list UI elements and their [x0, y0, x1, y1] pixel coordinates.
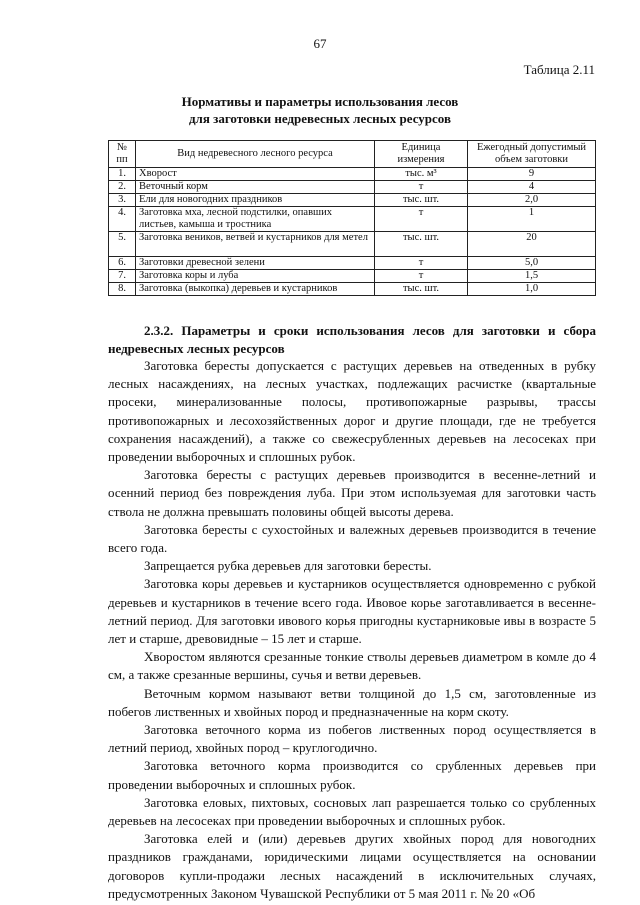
cell-name: Заготовка мха, лесной подстилки, опавших листьев, камыша и тростника: [136, 207, 375, 232]
table-row: [109, 283, 596, 296]
header-volume: Ежегодный допустимый объем заготовки: [468, 141, 596, 168]
table-row: [109, 270, 596, 283]
table-header-row: [109, 141, 596, 168]
paragraph: Веточным кормом называют ветви толщиной до 1,5 см, заготовленные из побегов лиственных и хвойных пород и предназначенные на корм скоту.: [108, 685, 596, 719]
table-row: [109, 232, 596, 257]
cell-volume: 1,5: [468, 270, 596, 283]
cell-num: 4.: [109, 207, 136, 232]
cell-num: 6.: [109, 257, 136, 270]
table-row: [109, 257, 596, 270]
cell-num: 1.: [109, 168, 136, 181]
cell-volume: 1: [468, 207, 596, 232]
cell-name: Заготовка веников, ветвей и кустарников для метел: [136, 232, 375, 257]
cell-name: Заготовка коры и луба: [136, 270, 375, 283]
table-row: [109, 181, 596, 194]
cell-volume: 20: [468, 232, 596, 257]
cell-num: 5.: [109, 232, 136, 257]
cell-unit: тыс. шт.: [375, 232, 468, 257]
norms-table: [108, 140, 596, 296]
cell-unit: т: [375, 207, 468, 232]
cell-unit: т: [375, 270, 468, 283]
cell-unit: т: [375, 257, 468, 270]
table-row: [109, 194, 596, 207]
header-name: Вид недревесного лесного ресурса: [136, 141, 375, 168]
body-text: [108, 357, 596, 903]
cell-unit: тыс. м³: [375, 168, 468, 181]
paragraph: Заготовка веточного корма из побегов лиственных пород осуществляется в летний период, хвойных пород – круглогодично.: [108, 722, 596, 756]
cell-volume: 4: [468, 181, 596, 194]
paragraph: Заготовка бересты с растущих деревьев производится в весенне-летний и осенний период без повреждения луба. При этом используемая для заготовки часть ствола не должна превышать половины общей высоты дерева.: [108, 467, 596, 519]
header-unit: Единица измерения: [375, 141, 468, 168]
cell-volume: 2,0: [468, 194, 596, 207]
paragraph: Хворостом являются срезанные тонкие стволы деревьев диаметром в комле до 4 см, а также срезанные вершины, сучья и ветви деревьев.: [108, 649, 596, 683]
paragraph: Заготовка еловых, пихтовых, сосновых лап разрешается только со срубленных деревьев на лесосеках при проведении выборочных и сплошных рубок.: [108, 794, 596, 829]
paragraph: Заготовка коры деревьев и кустарников осуществляется одновременно с рубкой деревьев и кустарников в течение всего года. Ивовое корье заготавливается в весенне-летний период. Для заготовки ивового корья пригодны кустарниковые ивы в возрасте 5 лет и старше, древовидные – 15 лет и старше.: [108, 576, 596, 647]
header-num: № пп: [109, 141, 136, 168]
cell-name: Заготовка (выкопка) деревьев и кустарников: [136, 283, 375, 296]
cell-num: 3.: [109, 194, 136, 207]
cell-unit: тыс. шт.: [375, 194, 468, 207]
table-row: [109, 207, 596, 232]
cell-name: Заготовки древесной зелени: [136, 257, 375, 270]
cell-unit: т: [375, 181, 468, 194]
paragraph: Заготовка бересты с сухостойных и валежных деревьев производится в течение всего года.: [108, 521, 596, 556]
cell-num: 2.: [109, 181, 136, 194]
paragraph: Заготовка бересты допускается с растущих деревьев на отведенных в рубку лесных насаждениях, на лесных участках, подлежащих расчистке (квартальные просеки, минерализованные полосы, противопожарные разрывы, трассы противопожарных и лесохозяйственных дорог и другие площади, где не требуется сохранения насаждений), а также со свежесрубленных деревьев на лесосеках при проведении выборочных и сплошных рубок.: [108, 358, 596, 465]
table-title-line-2: для заготовки недревесных лесных ресурсов: [188, 111, 452, 126]
section-heading: 2.3.2. Параметры и сроки использования лесов для заготовки и сбора недревесных лесных ресурсов: [108, 323, 596, 356]
cell-name: Веточный корм: [136, 181, 375, 194]
table-label: Таблица 2.11: [523, 62, 595, 77]
cell-num: 7.: [109, 270, 136, 283]
cell-volume: 1,0: [468, 283, 596, 296]
paragraph: Заготовка веточного корма производится со срубленных деревьев при проведении выборочных и сплошных рубок.: [108, 758, 596, 792]
table-row: [109, 168, 596, 181]
cell-name: Хворост: [136, 168, 375, 181]
cell-unit: тыс. шт.: [375, 283, 468, 296]
cell-name: Ели для новогодних праздников: [136, 194, 375, 207]
cell-volume: 5,0: [468, 257, 596, 270]
table-title-line-1: Нормативы и параметры использования лесов: [181, 94, 459, 109]
paragraph: Заготовка елей и (или) деревьев других хвойных пород для новогодних праздников гражданами, юридическими лицами осуществляется на основании договоров купли-продажи лесных насаждений в исключительных случаях, предусмотренных Законом Чувашской Республики от 5 мая 2011 г. № 20 «Об: [108, 831, 596, 901]
paragraph: Запрещается рубка деревьев для заготовки бересты.: [144, 558, 432, 574]
cell-volume: 9: [468, 168, 596, 181]
page-number: 67: [313, 36, 327, 51]
cell-num: 8.: [109, 283, 136, 296]
table-title: [0, 93, 640, 127]
